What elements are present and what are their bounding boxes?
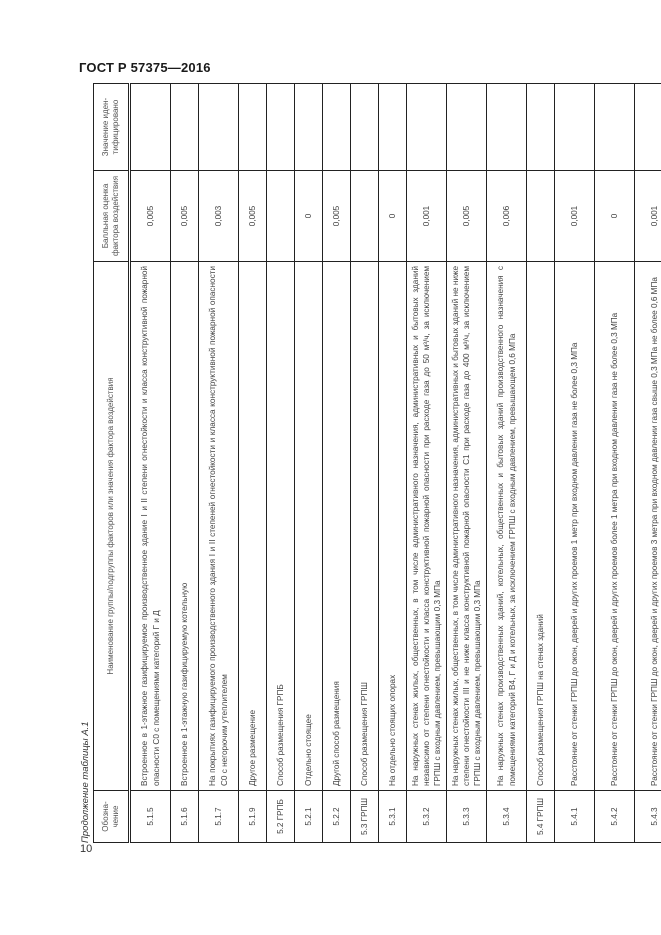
factor-table <box>93 83 661 843</box>
cell-code: 5.2 ГРПБ <box>267 791 295 843</box>
cell-code: 5.3.3 <box>447 791 487 843</box>
cell-ident <box>323 84 351 171</box>
cell-code: 5.3 ГРПШ <box>351 791 379 843</box>
table-row <box>351 84 379 843</box>
table-row <box>130 84 171 843</box>
cell-name: На наружных стенах жилых, общественных, в том числе административного назначения, административных и бытовых зданий не ниже степени огнестойкости III и не ниже класса конструктивной пожарной опасности С1 при расходе газа до 400 м³/ч, за исключением ГРПШ с входным давлением, превышающим 0,3 МПа <box>447 262 487 791</box>
cell-score <box>267 171 295 262</box>
table-row <box>487 84 527 843</box>
cell-name: На покрытиях газифицируемого производственного здания I и II степеней огнестойкости и класса конструктивной пожарной опасности С0 с негорючим утеплителем <box>199 262 239 791</box>
cell-ident <box>379 84 407 171</box>
cell-name: На наружных стенах производственных зданий, котельных, общественных и бытовых зданий производственного назначения с помещениями категорий В4, Г и Д и котельных, за исключением ГРПШ с входным давлением, превышающем 0,6 МПа <box>487 262 527 791</box>
cell-name: Расстояние от стенки ГРПШ до окон, дверей и других проемов 3 метра при входном давлении газа свыше 0,3 МПа не более 0,6 МПа <box>635 262 661 791</box>
table-row <box>267 84 295 843</box>
cell-ident <box>130 84 171 171</box>
cell-code: 5.3.1 <box>379 791 407 843</box>
table-row <box>323 84 351 843</box>
cell-score: 0,005 <box>447 171 487 262</box>
header-score: Балльная оценка фактора воздействия <box>94 171 130 262</box>
header-name: Наименование группы/подгруппы факторов или значения фактора воздействия <box>94 262 130 791</box>
cell-score: 0,001 <box>635 171 661 262</box>
table-row <box>199 84 239 843</box>
cell-ident <box>635 84 661 171</box>
cell-score <box>351 171 379 262</box>
cell-score: 0 <box>295 171 323 262</box>
cell-ident <box>595 84 635 171</box>
cell-name: На наружных стенах жилых, общественных, в том числе административного назначения, административных и бытовых зданий независимо от степени огнестойкости и класса конструктивной пожарной опасности при расходе газа до 50 м³/ч, за исключением ГРПШ с входным давлением, превышающим 0,3 МПа <box>407 262 447 791</box>
cell-score: 0,005 <box>171 171 199 262</box>
cell-ident <box>351 84 379 171</box>
cell-code: 5.4 ГРПШ <box>527 791 555 843</box>
table-row <box>239 84 267 843</box>
cell-name: Встроенное в 1-этажное газифицируемое производственное здание I и II степени огнестойкости и класса конструктивной пожарной опасности С0 с помещениями категорий Г и Д <box>130 262 171 791</box>
cell-code: 5.2.1 <box>295 791 323 843</box>
table-caption: Продолжение таблицы А.1 <box>80 721 91 843</box>
cell-name: Другое размещение <box>239 262 267 791</box>
cell-score: 0,003 <box>199 171 239 262</box>
cell-name: Отдельно стоящее <box>295 262 323 791</box>
cell-ident <box>447 84 487 171</box>
table-row <box>295 84 323 843</box>
cell-name: Встроенное в 1-этажную газифицируемую котельную <box>171 262 199 791</box>
table-header-row <box>94 84 130 843</box>
cell-score: 0,005 <box>239 171 267 262</box>
table-row <box>407 84 447 843</box>
cell-name: Способ размещения ГРПШ на стенах зданий <box>527 262 555 791</box>
cell-code: 5.3.2 <box>407 791 447 843</box>
cell-code: 5.1.9 <box>239 791 267 843</box>
table-row <box>555 84 595 843</box>
cell-name: Способ размещения ГРПБ <box>267 262 295 791</box>
cell-ident <box>199 84 239 171</box>
cell-name: На отдельно стоящих опорах <box>379 262 407 791</box>
rotated-table-container <box>80 95 659 843</box>
cell-code: 5.1.5 <box>130 791 171 843</box>
cell-ident <box>239 84 267 171</box>
table-row <box>635 84 661 843</box>
cell-ident <box>555 84 595 171</box>
table-row <box>447 84 487 843</box>
header-ident: Значение иден-тифицировано <box>94 84 130 171</box>
cell-score <box>527 171 555 262</box>
cell-code: 5.4.3 <box>635 791 661 843</box>
cell-code: 5.1.6 <box>171 791 199 843</box>
cell-name: Расстояние от стенки ГРПШ до окон, дверей и других проемов 1 метр при входном давлении газа не более 0,3 МПа <box>555 262 595 791</box>
cell-code: 5.4.2 <box>595 791 635 843</box>
cell-ident <box>487 84 527 171</box>
cell-name: Способ размещения ГРПШ <box>351 262 379 791</box>
cell-ident <box>407 84 447 171</box>
cell-ident <box>267 84 295 171</box>
cell-code: 5.1.7 <box>199 791 239 843</box>
cell-ident <box>527 84 555 171</box>
cell-score: 0 <box>379 171 407 262</box>
cell-ident <box>171 84 199 171</box>
cell-score: 0 <box>595 171 635 262</box>
cell-code: 5.3.4 <box>487 791 527 843</box>
table-row <box>379 84 407 843</box>
cell-name: Другой способ размещения <box>323 262 351 791</box>
page-number: 10 <box>80 843 93 855</box>
document-header: ГОСТ Р 57375—2016 <box>79 60 211 75</box>
cell-score: 0,005 <box>130 171 171 262</box>
cell-score: 0,005 <box>323 171 351 262</box>
header-code: Обозна-чение <box>94 791 130 843</box>
cell-score: 0,001 <box>555 171 595 262</box>
table-row <box>595 84 635 843</box>
cell-name: Расстояние от стенки ГРПШ до окон, дверей и других проемов более 1 метра при входном давлении газа не более 0,3 МПа <box>595 262 635 791</box>
table-row <box>171 84 199 843</box>
table-row <box>527 84 555 843</box>
cell-code: 5.2.2 <box>323 791 351 843</box>
cell-ident <box>295 84 323 171</box>
cell-score: 0,001 <box>407 171 447 262</box>
cell-code: 5.4.1 <box>555 791 595 843</box>
cell-score: 0,006 <box>487 171 527 262</box>
